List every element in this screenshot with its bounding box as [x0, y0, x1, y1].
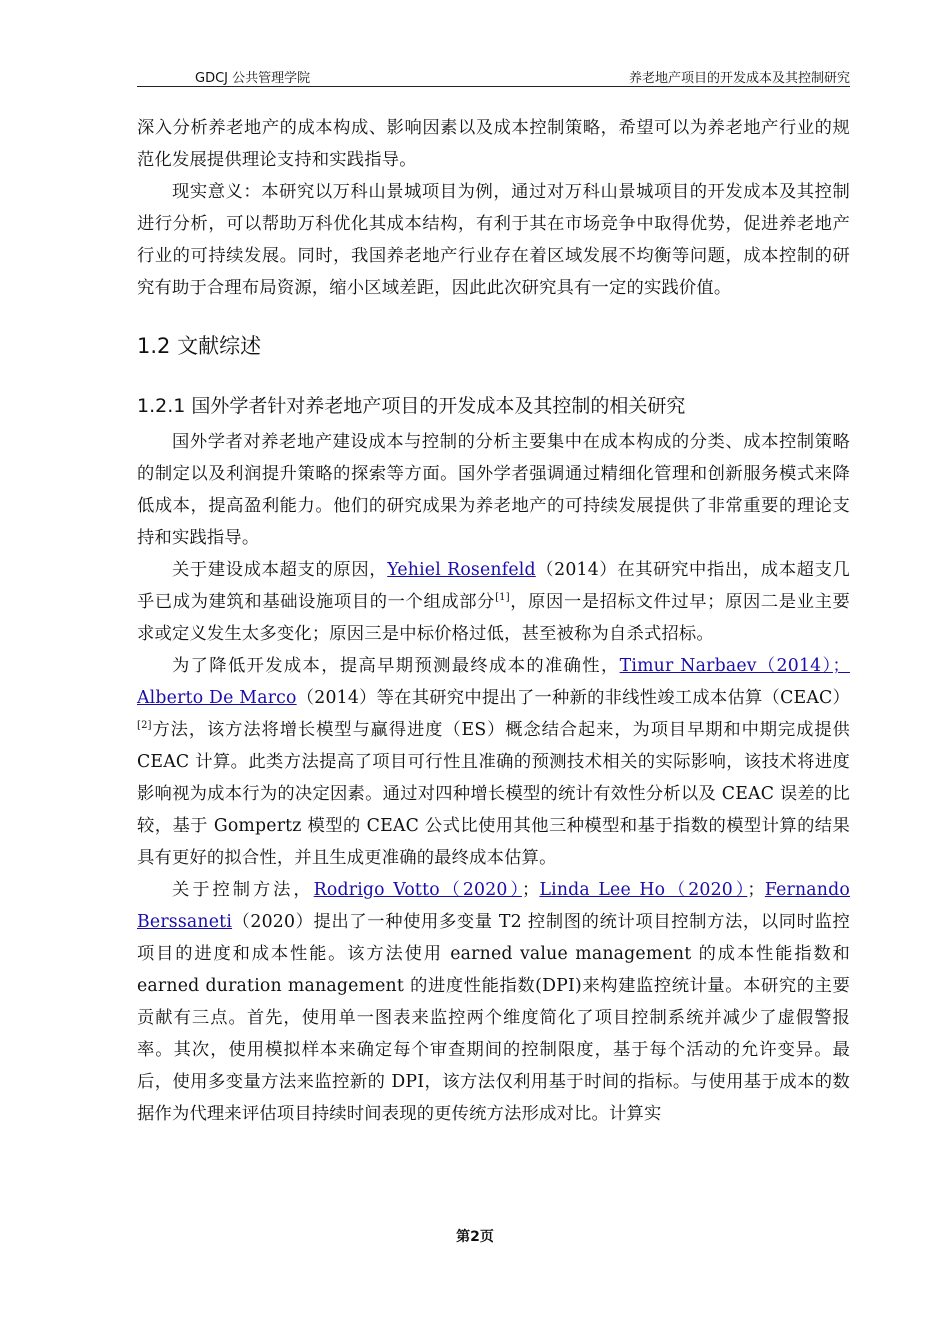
text-run: （2020）提出了一种使用多变量 T2 控制图的统计项目控制方法，以同时监控项目的进度和成本性能。该方法使用 earned value management 的成本性能指数和 earned duration management 的进度性能指数(DPI)来构建监控统计量。本研究的主要贡献有三点。首先，使用单一图表来监控两个维度简化了项目控制系统并减少了虚假警报率。其次，使用模拟样本来确定每个审查期间的控制限度，基于每个活动的允许变异。最后，使用多变量方法来监控新的 DPI，该方法仅利用基于时间的指标。与使用基于成本的数据作为代理来评估项目持续时间表现的更传统方法形成对比。计算实 [137, 912, 850, 1124]
text-run: ，原因一是招标文件过早；原因二是业主要求或定义发生太多变化；原因三是中标价格过低，甚至被称为自杀式招标。 [137, 592, 850, 644]
author-link-berssaneti[interactable]: Fernando Berssaneti [137, 880, 851, 932]
text-run: 为了降低开发成本，提高早期预测最终成本的准确性， [172, 656, 620, 676]
paragraph-research-significance: 深入分析养老地产的成本构成、影响因素以及成本控制策略，希望可以为养老地产行业的规范化发展提供理论支持和实践指导。 [137, 118, 850, 170]
author-link-rosenfeld[interactable]: Yehiel Rosenfeld [387, 560, 536, 580]
page-number: 第2页 [456, 1229, 494, 1245]
author-link-ho[interactable]: Linda Lee Ho（2020） [539, 880, 748, 900]
citation-ref: [1] [495, 592, 510, 604]
text-run: 关于控制方法， [172, 880, 314, 900]
paragraph-cost-overrun [137, 554, 850, 650]
page-header [137, 64, 850, 87]
subsection-title: 1.2.1 国外学者针对养老地产项目的开发成本及其控制的相关研究 [137, 395, 686, 417]
paragraph-control-method [137, 874, 850, 1130]
text-run: （2014）等在其研究中提出了一种新的非线性竣工成本估算（CEAC） [296, 688, 850, 708]
author-link-narbaev[interactable]: Timur Narbaev（2014）； [619, 656, 850, 676]
paragraph-foreign-overview: 国外学者对养老地产建设成本与控制的分析主要集中在成本构成的分类、成本控制策略的制定以及利润提升策略的探索等方面。国外学者强调通过精细化管理和创新服务模式来降低成本，提高盈利能力。他们的研究成果为养老地产的可持续发展提供了非常重要的理论支持和实践指导。 [137, 432, 850, 548]
text-run: （2014）在其研究中指出，成本超支几乎已成为建筑和基础设施项目的一个组成部分 [137, 560, 851, 612]
paragraph-ceac-method [137, 650, 850, 874]
text-run: ； [521, 880, 540, 900]
text-run: ； [747, 880, 765, 900]
text-run: 关于建设成本超支的原因， [172, 560, 388, 580]
header-institution: GDCJ 公共管理学院 [195, 71, 311, 86]
section-title: 1.2 文献综述 [137, 334, 262, 358]
paragraph-practical-significance: 现实意义：本研究以万科山景城项目为例，通过对万科山景城项目的开发成本及其控制进行分析，可以帮助万科优化其成本结构，有利于其在市场竞争中取得优势，促进养老地产行业的可持续发展。同时，我国养老地产行业存在着区域发展不均衡等问题，成本控制的研究有助于合理布局资源，缩小区域差距，因此此次研究具有一定的实践价值。 [137, 182, 850, 298]
author-link-votto[interactable]: Rodrigo Votto（2020） [313, 880, 522, 900]
author-link-de-marco[interactable]: Alberto De Marco [137, 688, 297, 708]
text-run: 方法，该方法将增长模型与赢得进度（ES）概念结合起来，为项目早期和中期完成提供 CEAC 计算。此类方法提高了项目可行性且准确的预测技术相关的实际影响，该技术将进度影响视为成本行为的决定因素。通过对四种增长模型的统计有效性分析以及 CEAC 误差的比较，基于 Gompertz 模型的 CEAC 公式比使用其他三种模型和基于指数的模型计算的结果具有更好的拟合性，并且生成更准确的最终成本估算。 [137, 720, 850, 868]
page-body [137, 112, 850, 1130]
citation-ref: [2] [137, 720, 152, 732]
header-thesis-title: 养老地产项目的开发成本及其控制研究 [628, 71, 850, 86]
